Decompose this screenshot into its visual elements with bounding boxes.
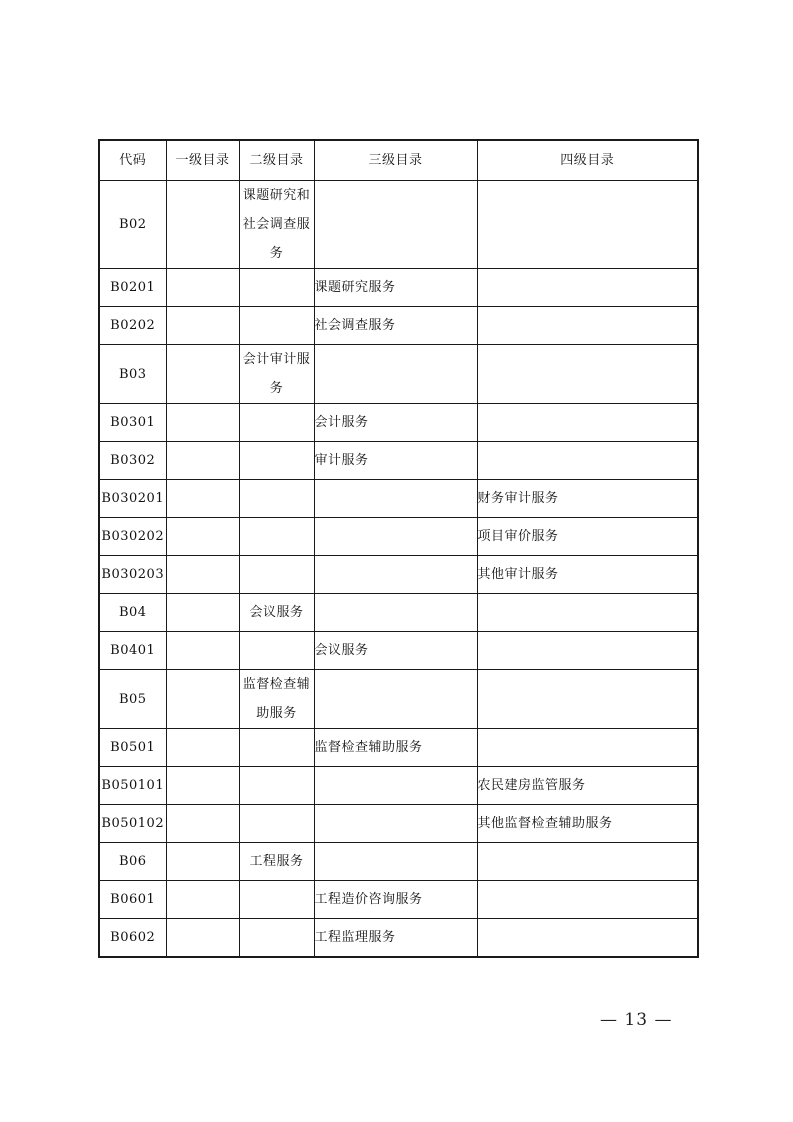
cell-level-4	[477, 729, 698, 767]
cell-level-3: 会议服务	[314, 632, 477, 670]
cell-level-1	[166, 729, 239, 767]
table-row	[99, 670, 698, 729]
cell-level-1	[166, 843, 239, 881]
cell-level-4	[477, 345, 698, 404]
header-level-1: 一级目录	[166, 140, 239, 181]
cell-level-4	[477, 442, 698, 480]
cell-level-1	[166, 269, 239, 307]
table-row	[99, 404, 698, 442]
cell-level-3	[314, 518, 477, 556]
cell-code: B0601	[99, 881, 166, 919]
cell-level-4	[477, 269, 698, 307]
cell-level-4: 其他审计服务	[477, 556, 698, 594]
table-row	[99, 594, 698, 632]
cell-level-2: 监督检查辅助服务	[239, 670, 314, 729]
cell-level-4: 其他监督检查辅助服务	[477, 805, 698, 843]
cell-level-2	[239, 881, 314, 919]
cell-level-1	[166, 181, 239, 269]
cell-level-3	[314, 670, 477, 729]
cell-level-2	[239, 556, 314, 594]
cell-level-3	[314, 767, 477, 805]
cell-code: B050101	[99, 767, 166, 805]
table-row	[99, 345, 698, 404]
header-code: 代码	[99, 140, 166, 181]
cell-level-1	[166, 919, 239, 957]
cell-code: B030203	[99, 556, 166, 594]
cell-level-2	[239, 767, 314, 805]
header-level-2: 二级目录	[239, 140, 314, 181]
table-row	[99, 632, 698, 670]
cell-level-3	[314, 594, 477, 632]
cell-level-1	[166, 518, 239, 556]
table-row	[99, 518, 698, 556]
cell-code: B0401	[99, 632, 166, 670]
cell-code: B0501	[99, 729, 166, 767]
cell-level-2	[239, 919, 314, 957]
cell-level-2	[239, 632, 314, 670]
cell-level-3	[314, 805, 477, 843]
cell-level-1	[166, 632, 239, 670]
cell-level-2	[239, 480, 314, 518]
cell-level-4	[477, 307, 698, 345]
cell-level-1	[166, 345, 239, 404]
table-row	[99, 181, 698, 269]
cell-level-4: 财务审计服务	[477, 480, 698, 518]
cell-level-3	[314, 480, 477, 518]
cell-level-4	[477, 670, 698, 729]
cell-level-2: 会议服务	[239, 594, 314, 632]
cell-level-1	[166, 881, 239, 919]
cell-level-3	[314, 345, 477, 404]
cell-level-4	[477, 594, 698, 632]
table-row	[99, 269, 698, 307]
cell-code: B05	[99, 670, 166, 729]
table-row	[99, 729, 698, 767]
cell-level-2	[239, 442, 314, 480]
table-row	[99, 805, 698, 843]
cell-level-1	[166, 670, 239, 729]
cell-level-2: 课题研究和社会调查服务	[239, 181, 314, 269]
table-row	[99, 843, 698, 881]
table-row	[99, 480, 698, 518]
cell-level-4	[477, 881, 698, 919]
cell-code: B030202	[99, 518, 166, 556]
cell-level-3	[314, 181, 477, 269]
cell-code: B0302	[99, 442, 166, 480]
cell-level-1	[166, 594, 239, 632]
cell-level-4	[477, 632, 698, 670]
cell-level-2: 会计审计服务	[239, 345, 314, 404]
cell-level-3: 工程监理服务	[314, 919, 477, 957]
table-row	[99, 442, 698, 480]
header-level-3: 三级目录	[314, 140, 477, 181]
cell-code: B0301	[99, 404, 166, 442]
table-row	[99, 881, 698, 919]
cell-level-3: 会计服务	[314, 404, 477, 442]
cell-level-1	[166, 805, 239, 843]
cell-code: B02	[99, 181, 166, 269]
cell-code: B0201	[99, 269, 166, 307]
cell-level-3	[314, 556, 477, 594]
cell-level-1	[166, 404, 239, 442]
cell-level-3: 审计服务	[314, 442, 477, 480]
cell-code: B050102	[99, 805, 166, 843]
cell-code: B04	[99, 594, 166, 632]
service-catalog-table	[98, 139, 699, 958]
table-row	[99, 556, 698, 594]
cell-code: B0602	[99, 919, 166, 957]
cell-level-3: 社会调查服务	[314, 307, 477, 345]
cell-level-1	[166, 307, 239, 345]
catalog-table-container	[98, 139, 697, 958]
cell-level-1	[166, 442, 239, 480]
table-row	[99, 767, 698, 805]
cell-level-2	[239, 805, 314, 843]
table-header-row	[99, 140, 698, 181]
cell-code: B06	[99, 843, 166, 881]
cell-level-2	[239, 518, 314, 556]
header-level-4: 四级目录	[477, 140, 698, 181]
cell-level-3	[314, 843, 477, 881]
cell-level-2	[239, 269, 314, 307]
cell-level-1	[166, 767, 239, 805]
cell-level-1	[166, 480, 239, 518]
table-row	[99, 919, 698, 957]
table-row	[99, 307, 698, 345]
cell-level-2	[239, 307, 314, 345]
page-number: — 13 —	[600, 1010, 673, 1030]
cell-level-1	[166, 556, 239, 594]
cell-level-2	[239, 404, 314, 442]
cell-level-4: 项目审价服务	[477, 518, 698, 556]
cell-level-4: 农民建房监管服务	[477, 767, 698, 805]
cell-level-3: 课题研究服务	[314, 269, 477, 307]
cell-code: B0202	[99, 307, 166, 345]
cell-level-4	[477, 843, 698, 881]
cell-level-4	[477, 919, 698, 957]
cell-level-4	[477, 404, 698, 442]
cell-level-4	[477, 181, 698, 269]
cell-level-3: 工程造价咨询服务	[314, 881, 477, 919]
cell-level-3: 监督检查辅助服务	[314, 729, 477, 767]
cell-code: B03	[99, 345, 166, 404]
cell-code: B030201	[99, 480, 166, 518]
cell-level-2	[239, 729, 314, 767]
cell-level-2: 工程服务	[239, 843, 314, 881]
